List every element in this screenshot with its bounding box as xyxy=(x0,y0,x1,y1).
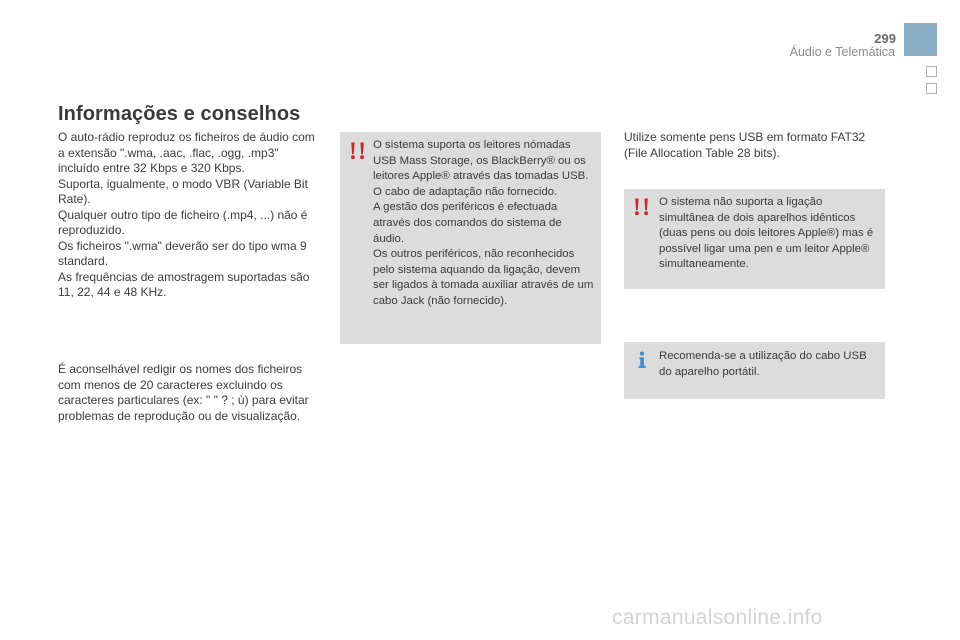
text-line: Recomenda-se a utilização do cabo USB do aparelho portátil. xyxy=(659,350,867,378)
warning-note-usb-players xyxy=(340,132,601,344)
audio-formats-paragraph xyxy=(58,130,320,301)
text-line: O sistema não suporta a ligação simultânea de dois aparelhos idênticos (duas pens ou dois leitores Apple®) mas é possível ligar uma pen e um leitor Apple® simultaneamente. xyxy=(659,196,874,271)
info-note-text xyxy=(659,349,879,380)
watermark: carmanualsonline.info xyxy=(612,606,823,629)
text-line: Qualquer outro tipo de ficheiro (.mp4, ...) não é reproduzido. xyxy=(58,207,308,237)
file-names-advice-paragraph xyxy=(58,362,320,424)
section-title: Informações e conselhos xyxy=(58,103,301,125)
warning-icon xyxy=(349,142,367,160)
text-line: Suporta, igualmente, o modo VBR (Variable Bit Rate). xyxy=(58,176,308,206)
usb-format-paragraph xyxy=(624,130,886,161)
warning-icon xyxy=(633,198,651,216)
page-number: 299 xyxy=(874,31,896,46)
text-line: A gestão dos periféricos é efectuada através dos comandos do sistema de áudio. xyxy=(373,201,562,245)
warning-note-identical-devices xyxy=(624,189,885,289)
info-note-cable xyxy=(624,342,885,399)
chapter-title: Áudio e Telemática xyxy=(789,45,895,59)
text-line: Os ficheiros ".wma" deverão ser do tipo wma 9 standard. xyxy=(58,238,307,268)
text-line: É aconselhável redigir os nomes dos ficheiros com menos de 20 caracteres excluindo os caracteres particulares (ex: " " ? ; ù) para evitar problemas de reprodução ou de visualização. xyxy=(58,362,309,423)
text-line: Os outros periféricos, não reconhecidos pelo sistema aquando da ligação, devem ser ligados à tomada auxiliar através de um cabo Jack (não fornecido). xyxy=(373,248,594,307)
chapter-tab xyxy=(904,23,937,56)
info-icon xyxy=(633,351,651,369)
chapter-tab-marker xyxy=(926,66,937,77)
warning-note-text xyxy=(373,138,595,310)
text-line: Utilize somente pens USB em formato FAT32 (File Allocation Table 28 bits). xyxy=(624,130,866,160)
chapter-tab-marker xyxy=(926,83,937,94)
text-line: O auto-rádio reproduz os ficheiros de áudio com a extensão ".wma, .aac, .flac, .ogg, .mp3" incluído entre 32 Kbps e 320 Kbps. xyxy=(58,130,315,175)
text-line: As frequências de amostragem suportadas são 11, 22, 44 e 48 KHz. xyxy=(58,269,310,299)
text-line: O sistema suporta os leitores nómadas USB Mass Storage, os BlackBerry® ou os leitores Apple® através das tomadas USB. O cabo de adaptação não fornecido. xyxy=(373,139,589,198)
warning-note-text xyxy=(659,195,879,273)
